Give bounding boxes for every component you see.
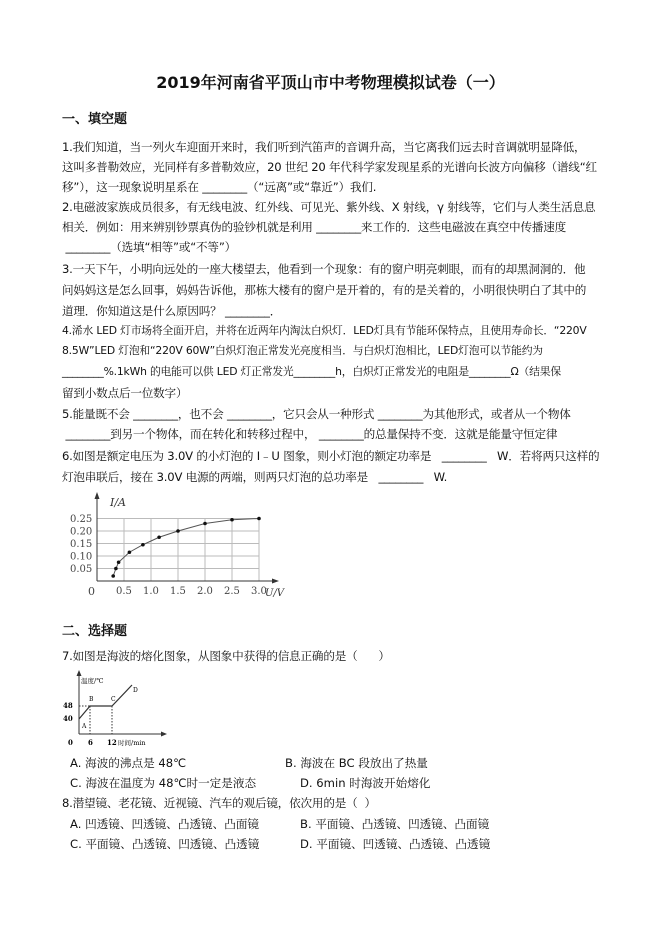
q7-option-d[interactable]: D. 6min 时海波开始熔化 [300,776,431,790]
curve [113,519,259,577]
y-tick: 48 [63,701,73,710]
x-tick-label: 2.5 [224,586,240,597]
question-line: 灯泡串联后，接在 3.0V 电源的两端，则两只灯泡的总功率是 ________ W. [62,470,448,484]
x-tick: 12 [107,738,117,747]
origin-label: 0 [88,585,95,598]
y-tick: 40 [63,714,73,723]
question-line: 4.浠水 LED 灯市场将全面开启，并将在近两年内淘汰白炽灯．LED灯具有节能环保特点，且使用寿命长．“220V [62,324,587,337]
x-tick-label: 0.5 [116,586,132,597]
question-line: 3.一天下午，小明向远处的一座大楼望去，他看到一个现象：有的窗户明亮刺眼，而有的却黑洞洞的．他 [62,262,586,276]
y-axis-label: 温度/℃ [81,677,104,685]
question-line: 6.如图是额定电压为 3.0V 的小灯泡的 I﹣U 图象，则小灯泡的额定功率是 ________ W．若将两只这样的 [62,449,600,463]
question-line: 留到小数点后一位数字） [62,386,188,400]
data-point [117,560,121,564]
y-axis-label: I/A [110,496,126,509]
question-line: ________（选填“相等”或“不等”） [62,240,237,254]
y-tick-label: 0.15 [70,539,93,550]
question-line: 移”），这一现象说明星系在 ________（“远离”或“靠近”）我们. [62,180,377,194]
point-label-b: B [89,696,94,703]
question-line: 问妈妈这是怎么回事，妈妈告诉他，那栋大楼有的窗户是开着的，有的是关着的，小明很快明白了其中的 [62,283,587,297]
x-axis-arrow [272,579,279,584]
data-point [257,517,261,521]
data-point [141,543,145,547]
q8-option-c[interactable]: C. 平面镜、凸透镜、凹透镜、凸透镜 [70,837,260,851]
q8-option-b[interactable]: B. 平面镜、凸透镜、凹透镜、凸面镜 [300,817,490,831]
y-axis-arrow [95,492,100,499]
q8-option-d[interactable]: D. 平面镜、凹透镜、凸透镜、凸透镜 [300,837,491,851]
x-tick-label: 1.5 [170,586,186,597]
y-tick-label: 0.25 [70,514,93,525]
q7-option-b[interactable]: B. 海波在 BC 段放出了热量 [285,756,428,770]
point-label-a: A [82,723,87,730]
question-line: 5.能量既不会 ________，也不会 ________，它只会从一种形式 ________为其他形式，或者从一个物体 [62,407,571,421]
question-line: 相关．例如：用来辨别钞票真伪的验钞机就是利用 ________来工作的．这些电磁波在真空中传播速度 [62,220,567,234]
question-line: 1.我们知道，当一列火车迎面开来时，我们听到汽笛声的音调升高，当它离我们远去时音调就明显降低， [62,140,586,154]
iu-graph [60,490,285,605]
data-point [111,574,115,578]
data-point [203,522,207,526]
point-label-d: D [133,687,138,694]
question-line: 道理．你知道这是什么原因吗？ ________． [62,304,282,318]
data-point [114,567,118,571]
origin-label: 0 [68,738,73,747]
data-point [157,535,161,539]
q7-option-a[interactable]: A. 海波的沸点是 48℃ [70,756,187,770]
question-line: ________%.1kWh 的电能可以供 LED 灯正常发光________h，白炽灯正常发光的电阻是________Ω（结果保 [62,365,561,378]
data-point [128,550,132,554]
question-line: ________到另一个物体，而在转化和转移过程中， ________的总量保持不变．这就是能量守恒定律 [62,427,558,441]
question-line: 这叫多普勒效应，光同样有多普勒效应，20 世纪 20 年代科学家发现星系的光谱向长波方向偏移（谱线“红 [62,160,597,174]
data-point [230,518,234,522]
question-7: 7.如图是海波的熔化图象，从图象中获得的信息正确的是（ ） [62,649,390,663]
page-title: 2019年河南省平顶山市中考物理模拟试卷（一） [156,73,505,92]
section-heading-fill-blank: 一、填空题 [62,112,128,127]
melting-graph [60,670,180,750]
question-line: 8.5W”LED 灯泡和“220V 60W”白炽灯泡正常发光亮度相当．与白炽灯泡相比，LED灯泡可以节能约为 [62,344,543,357]
x-tick-label: 2.0 [197,586,213,597]
y-tick-label: 0.20 [70,526,93,538]
q7-option-c[interactable]: C. 海波在温度为 48℃时一定是液态 [70,776,257,790]
section-heading-choice: 二、选择题 [62,624,128,639]
x-tick: 6 [88,738,93,747]
q8-option-a[interactable]: A. 凹透镜、凹透镜、凸透镜、凸面镜 [70,817,260,831]
x-axis-label: U/V [265,588,285,599]
point-label-c: C [111,696,116,703]
question-8: 8.潜望镜、老花镜、近视镜、汽车的观后镜，依次用的是（ ） [62,796,376,810]
y-tick-label: 0.10 [70,551,93,563]
question-line: 2.电磁波家族成员很多，有无线电波、红外线、可见光、紫外线、X 射线，γ 射线等，它们与人类生活息息 [62,200,596,214]
x-axis-label: 时间/min [118,739,146,747]
data-point [176,529,180,533]
x-tick-label: 1.0 [143,586,159,597]
x-tick-label: 3.0 [251,586,267,597]
y-tick-label: 0.05 [70,564,93,575]
